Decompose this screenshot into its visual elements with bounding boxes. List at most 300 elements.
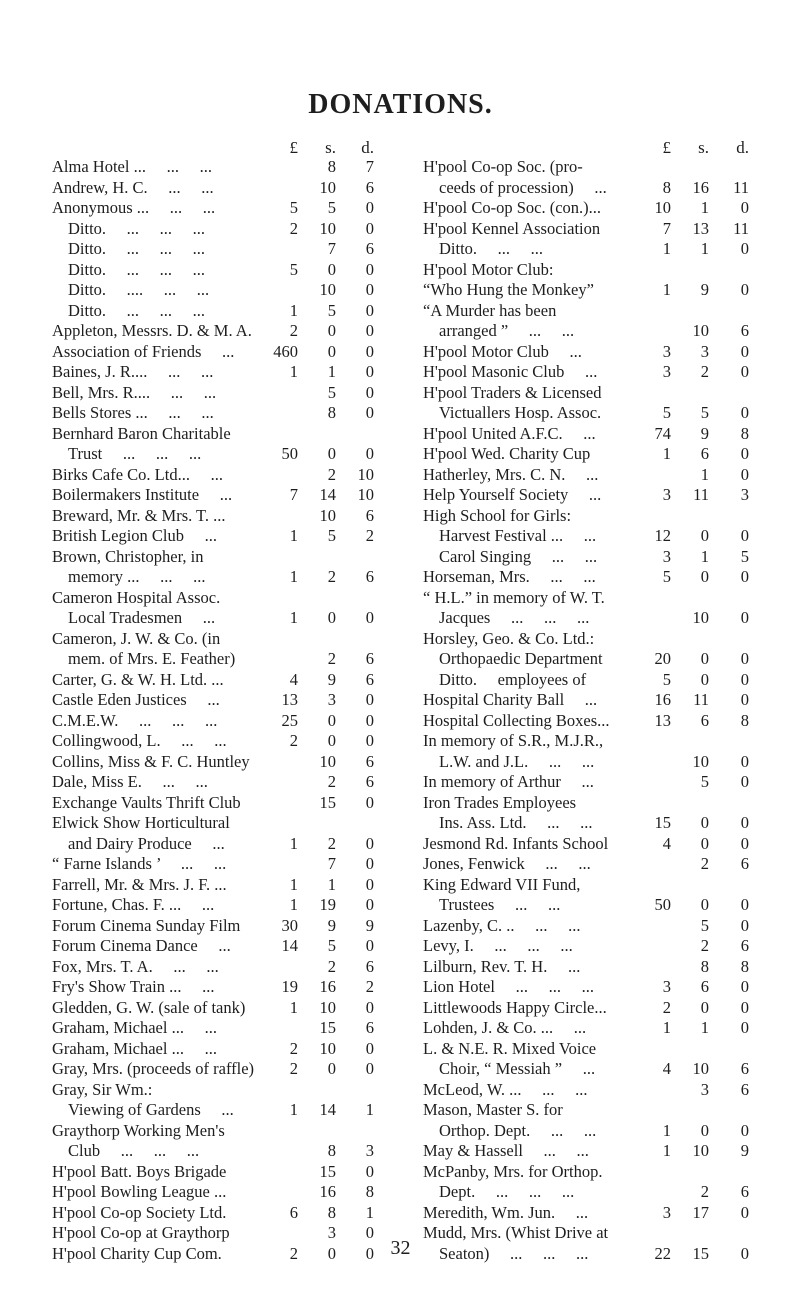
donor-name: Gray, Mrs. (proceeds of raffle) — [52, 1059, 255, 1078]
amount-pence: 0 — [365, 280, 374, 299]
donation-entry — [423, 1203, 749, 1224]
amount-pounds: 1 — [662, 1120, 671, 1140]
donor-name: In memory of S.R., M.J.R., — [423, 731, 604, 750]
donor-name: H'pool Motor Club: — [423, 259, 554, 279]
amount-shillings: 1 — [700, 198, 709, 217]
amount-pence: 11 — [733, 177, 749, 197]
donor-name: May & Hassell ... ... — [423, 1141, 589, 1160]
donation-entry — [423, 834, 749, 855]
donation-entry — [423, 649, 749, 670]
donation-entry — [423, 1162, 749, 1183]
amount-shillings: 10 — [692, 1141, 709, 1160]
amount-pounds: 7 — [662, 218, 671, 238]
donation-entry — [52, 1203, 374, 1224]
donor-name: ceeds of procession) ... — [439, 177, 607, 197]
amount-pence: 6 — [365, 505, 374, 525]
amount-pounds: 6 — [289, 1202, 298, 1222]
amount-shillings: 0 — [700, 813, 709, 832]
donor-name: Collins, Miss & F. C. Huntley — [52, 751, 250, 771]
amount-pence: 0 — [365, 936, 374, 955]
pounds-header: £ — [662, 138, 671, 157]
donor-name: Baines, J. R.... ... ... — [52, 362, 214, 381]
donation-entry — [52, 280, 374, 301]
amount-pence: 0 — [365, 608, 374, 627]
amount-shillings: 19 — [319, 895, 336, 914]
donor-name: and Dairy Produce ... — [68, 833, 225, 853]
amount-pence: 0 — [365, 300, 374, 320]
amount-pounds: 74 — [654, 423, 671, 443]
amount-pence: 0 — [740, 464, 749, 484]
amount-pence: 0 — [365, 997, 374, 1017]
donor-name: Mason, Master S. for — [423, 1100, 563, 1119]
donation-entry — [423, 567, 749, 588]
donor-name: Graythorp Working Men's — [52, 1120, 225, 1140]
donor-name: Breward, Mr. & Mrs. T. ... — [52, 505, 226, 525]
donation-entry — [52, 690, 374, 711]
donation-entry — [52, 178, 374, 199]
donor-name: Andrew, H. C. ... ... — [52, 177, 214, 197]
donor-name: H'pool Bowling League ... — [52, 1182, 227, 1201]
donor-name: Bernhard Baron Charitable — [52, 423, 231, 443]
amount-pounds: 1 — [662, 1018, 671, 1037]
donor-name: Hatherley, Mrs. C. N. ... — [423, 464, 599, 484]
donation-entry — [423, 260, 749, 281]
amount-shillings: 3 — [700, 1079, 709, 1099]
amount-shillings: 0 — [700, 567, 709, 586]
donor-name: Help Yourself Society ... — [423, 485, 602, 504]
amount-pounds: 1 — [289, 997, 298, 1017]
amount-pence: 11 — [733, 218, 749, 238]
amount-shillings: 9 — [327, 915, 336, 935]
donor-name: memory ... ... ... — [68, 567, 206, 586]
donation-entry — [52, 813, 374, 834]
donor-name: Hospital Collecting Boxes... — [423, 710, 610, 730]
donor-name: Seaton) ... ... ... — [439, 1243, 589, 1263]
amount-pence: 0 — [365, 198, 374, 217]
donation-entry — [423, 465, 749, 486]
amount-pence: 0 — [740, 669, 749, 689]
donation-entry — [423, 731, 749, 752]
donor-name: Harvest Festival ... ... — [439, 526, 597, 545]
donor-name: Association of Friends ... — [52, 341, 235, 361]
donor-name: Orthop. Dept. ... ... — [439, 1120, 597, 1140]
donor-name: Ditto. employees of — [439, 669, 587, 689]
donation-entry — [423, 342, 749, 363]
amount-pence: 10 — [357, 485, 374, 504]
amount-pence: 6 — [365, 649, 374, 668]
donation-entry — [423, 875, 749, 896]
donation-entry — [52, 526, 374, 547]
amount-pounds: 13 — [654, 710, 671, 730]
amount-shillings: 16 — [319, 1182, 336, 1201]
donation-entry — [423, 752, 749, 773]
amount-shillings: 2 — [327, 649, 336, 668]
amount-shillings: 0 — [700, 833, 709, 853]
donation-entry — [423, 321, 749, 342]
pounds-header: £ — [289, 138, 298, 157]
amount-pence: 6 — [740, 1182, 749, 1201]
donor-name: Ditto. ... ... ... — [68, 239, 206, 258]
amount-pence: 0 — [740, 362, 749, 381]
shillings-header: s. — [325, 138, 336, 157]
donations-column-right — [423, 138, 749, 1264]
donor-name: arranged ” ... ... — [439, 321, 575, 340]
amount-pounds: 19 — [281, 977, 298, 996]
amount-pounds: 25 — [281, 710, 298, 730]
amount-pence: 0 — [365, 731, 374, 750]
donation-entry — [52, 1141, 374, 1162]
donor-name: Fox, Mrs. T. A. ... ... — [52, 956, 219, 976]
amount-pence: 0 — [740, 526, 749, 545]
donations-column-left — [52, 138, 374, 1264]
donation-entry — [52, 1080, 374, 1101]
donation-entry — [423, 608, 749, 629]
donor-name: High School for Girls: — [423, 505, 572, 525]
amount-pence: 0 — [365, 403, 374, 422]
donation-entry — [52, 485, 374, 506]
amount-pence: 5 — [740, 546, 749, 566]
amount-pounds: 2 — [289, 1243, 298, 1263]
amount-pounds: 1 — [289, 1100, 298, 1119]
amount-pence: 0 — [365, 259, 374, 279]
donor-name: Gledden, G. W. (sale of tank) — [52, 997, 246, 1017]
amount-shillings: 8 — [327, 1141, 336, 1160]
amount-pence: 0 — [365, 444, 374, 463]
amount-shillings: 8 — [327, 1202, 336, 1222]
donation-entry — [52, 977, 374, 998]
donation-entry — [52, 444, 374, 465]
amount-shillings: 0 — [327, 1059, 336, 1078]
amount-shillings: 0 — [327, 608, 336, 627]
amount-shillings: 10 — [319, 505, 336, 525]
donation-entry — [52, 854, 374, 875]
donor-name: British Legion Club ... — [52, 526, 217, 545]
amount-shillings: 2 — [327, 956, 336, 976]
amount-pence: 6 — [365, 956, 374, 976]
donor-name: H'pool United A.F.C. ... — [423, 423, 596, 443]
donation-entry — [52, 301, 374, 322]
amount-shillings: 5 — [700, 772, 709, 791]
donation-entry — [52, 1039, 374, 1060]
amount-shillings: 10 — [692, 321, 709, 340]
donation-entry — [52, 260, 374, 281]
amount-shillings: 7 — [327, 239, 336, 258]
amount-shillings: 11 — [693, 690, 709, 709]
amount-pounds: 12 — [654, 526, 671, 545]
amount-pounds: 2 — [289, 218, 298, 238]
amount-pounds: 3 — [662, 362, 671, 381]
amount-pounds: 3 — [662, 341, 671, 361]
donor-name: Alma Hotel ... ... ... — [52, 157, 212, 176]
donor-name: Ditto. ... ... ... — [68, 259, 206, 279]
amount-shillings: 0 — [700, 895, 709, 914]
donor-name: McPanby, Mrs. for Orthop. — [423, 1161, 603, 1181]
donor-name: Ditto. ... ... ... — [68, 300, 206, 320]
donor-name: “Who Hung the Monkey” — [423, 280, 594, 299]
amount-pence: 0 — [740, 1120, 749, 1140]
donation-entry — [52, 957, 374, 978]
donor-name: Farrell, Mr. & Mrs. J. F. ... — [52, 874, 227, 894]
amount-shillings: 15 — [692, 1243, 709, 1263]
donation-entry — [423, 1018, 749, 1039]
donor-name: Collingwood, L. ... ... — [52, 731, 227, 750]
donor-name: Cameron Hospital Assoc. — [52, 587, 221, 607]
donor-name: Graham, Michael ... ... — [52, 1018, 217, 1037]
amount-shillings: 10 — [692, 751, 709, 771]
amount-pounds: 1 — [289, 833, 298, 853]
donation-entry — [52, 834, 374, 855]
donation-list-right — [423, 157, 749, 1264]
amount-pounds: 1 — [662, 239, 671, 258]
donation-entry — [52, 362, 374, 383]
donor-name: Levy, I. ... ... ... — [423, 936, 573, 955]
amount-pounds: 5 — [662, 669, 671, 689]
donation-entry — [52, 1018, 374, 1039]
amount-pence: 0 — [740, 403, 749, 422]
donor-name: Cameron, J. W. & Co. (in — [52, 628, 221, 648]
amount-pence: 6 — [365, 239, 374, 258]
amount-shillings: 10 — [319, 177, 336, 197]
amount-pence: 8 — [740, 423, 749, 443]
donor-name: Forum Cinema Dance ... — [52, 936, 231, 955]
donation-entry — [52, 1100, 374, 1121]
amount-shillings: 1 — [327, 362, 336, 381]
amount-shillings: 17 — [692, 1202, 709, 1222]
donor-name: Club ... ... ... — [68, 1141, 200, 1160]
amount-pence: 0 — [365, 854, 374, 873]
amount-pounds: 7 — [289, 485, 298, 504]
amount-shillings: 16 — [692, 177, 709, 197]
donation-entry — [52, 998, 374, 1019]
donor-name: “ H.L.” in memory of W. T. — [423, 587, 605, 607]
donor-name: Appleton, Messrs. D. & M. A. — [52, 321, 252, 340]
amount-shillings: 6 — [700, 444, 709, 463]
amount-shillings: 2 — [327, 833, 336, 853]
amount-pounds: 460 — [273, 341, 298, 361]
pence-header: d. — [736, 138, 749, 157]
amount-pence: 0 — [740, 772, 749, 791]
donation-entry — [423, 690, 749, 711]
amount-pounds: 2 — [289, 1059, 298, 1078]
amount-pence: 0 — [740, 690, 749, 709]
amount-shillings: 2 — [700, 854, 709, 873]
donation-entry — [52, 711, 374, 732]
donation-entry — [423, 895, 749, 916]
amount-pence: 8 — [365, 1182, 374, 1201]
amount-pence: 0 — [740, 977, 749, 996]
donor-name: Local Tradesmen ... — [68, 608, 216, 627]
donation-entry — [52, 793, 374, 814]
donor-name: C.M.E.W. ... ... ... — [52, 710, 218, 730]
amount-shillings: 14 — [319, 485, 336, 504]
amount-shillings: 1 — [700, 239, 709, 258]
donor-name: Horseman, Mrs. ... ... — [423, 567, 596, 586]
amount-pence: 10 — [357, 464, 374, 484]
donation-entry — [52, 1162, 374, 1183]
donor-name: Ditto. ... ... — [439, 239, 544, 258]
amount-shillings: 10 — [692, 1059, 709, 1078]
donor-name: Ditto. .... ... ... — [68, 280, 210, 299]
donation-entry — [423, 526, 749, 547]
donor-name: L. & N.E. R. Mixed Voice — [423, 1038, 597, 1058]
amount-pence: 6 — [365, 177, 374, 197]
amount-pence: 0 — [740, 239, 749, 258]
amount-shillings: 0 — [327, 444, 336, 463]
amount-shillings: 1 — [700, 1018, 709, 1037]
donor-name: Exchange Vaults Thrift Club — [52, 792, 241, 812]
donation-entry — [52, 588, 374, 609]
donation-entry — [423, 1059, 749, 1080]
amount-pence: 0 — [740, 895, 749, 914]
donation-entry — [423, 485, 749, 506]
amount-shillings: 0 — [700, 997, 709, 1017]
donation-entry — [52, 567, 374, 588]
amount-pence: 3 — [740, 485, 749, 504]
donation-entry — [423, 547, 749, 568]
donor-name: Graham, Michael ... ... — [52, 1038, 217, 1058]
donor-name: Iron Trades Employees — [423, 792, 577, 812]
donation-entry — [52, 772, 374, 793]
donation-entry — [423, 424, 749, 445]
amount-shillings: 11 — [693, 485, 709, 504]
amount-pence: 6 — [740, 936, 749, 955]
donor-name: Boilermakers Institute ... — [52, 485, 233, 504]
donation-entry — [423, 506, 749, 527]
amount-shillings: 15 — [319, 1161, 336, 1181]
donation-entry — [52, 321, 374, 342]
donor-name: Orthopaedic Department — [439, 649, 603, 668]
amount-shillings: 0 — [700, 669, 709, 689]
amount-pounds: 1 — [662, 280, 671, 299]
donation-entry — [423, 1182, 749, 1203]
donation-entry — [52, 629, 374, 650]
amount-pounds: 22 — [654, 1243, 671, 1263]
amount-pounds: 4 — [662, 1059, 671, 1078]
donor-name: H'pool Batt. Boys Brigade — [52, 1161, 227, 1181]
amount-shillings: 0 — [327, 341, 336, 361]
amount-shillings: 6 — [700, 710, 709, 730]
amount-pence: 0 — [365, 321, 374, 340]
donor-name: mem. of Mrs. E. Feather) — [68, 649, 236, 668]
amount-pence: 0 — [740, 1018, 749, 1037]
amount-shillings: 0 — [700, 1120, 709, 1140]
amount-pence: 0 — [740, 833, 749, 853]
amount-shillings: 15 — [319, 792, 336, 812]
amount-pence: 0 — [740, 1243, 749, 1263]
amount-shillings: 1 — [700, 546, 709, 566]
donor-name: Littlewoods Happy Circle... — [423, 997, 607, 1017]
amount-shillings: 0 — [327, 710, 336, 730]
amount-pounds: 50 — [281, 444, 298, 463]
donation-entry — [423, 362, 749, 383]
amount-shillings: 9 — [700, 423, 709, 443]
amount-shillings: 5 — [327, 198, 336, 217]
amount-shillings: 0 — [700, 649, 709, 668]
amount-pounds: 10 — [654, 198, 671, 217]
donation-entry — [423, 301, 749, 322]
amount-shillings: 0 — [327, 1243, 336, 1263]
amount-shillings: 9 — [327, 669, 336, 689]
donation-entry — [52, 424, 374, 445]
amount-shillings: 7 — [327, 854, 336, 873]
amount-pounds: 4 — [662, 833, 671, 853]
amount-shillings: 0 — [327, 259, 336, 279]
amount-pounds: 50 — [654, 895, 671, 914]
donor-name: Trustees ... ... — [439, 895, 561, 914]
donation-entry — [52, 1182, 374, 1203]
donor-name: McLeod, W. ... ... ... — [423, 1079, 588, 1099]
donation-entry — [423, 711, 749, 732]
donation-entry — [52, 731, 374, 752]
amount-pounds: 5 — [289, 259, 298, 279]
donation-list-left — [52, 157, 374, 1264]
amount-pounds: 1 — [289, 608, 298, 627]
amount-pence: 7 — [365, 157, 374, 176]
amount-shillings: 14 — [319, 1100, 336, 1119]
amount-pence: 0 — [365, 895, 374, 914]
amount-pence: 2 — [365, 977, 374, 996]
donation-entry — [423, 1080, 749, 1101]
amount-pounds: 1 — [289, 874, 298, 894]
amount-pounds: 1 — [662, 1141, 671, 1160]
donation-entry — [52, 875, 374, 896]
amount-pounds: 3 — [662, 485, 671, 504]
donation-entry — [52, 649, 374, 670]
donation-entry — [52, 936, 374, 957]
amount-pounds: 3 — [662, 546, 671, 566]
amount-pence: 6 — [365, 567, 374, 586]
amount-shillings: 13 — [692, 218, 709, 238]
amount-pence: 0 — [365, 710, 374, 730]
amount-pence: 0 — [740, 751, 749, 771]
donation-entry — [52, 547, 374, 568]
amount-pence: 0 — [365, 341, 374, 361]
donation-entry — [52, 506, 374, 527]
amount-pence: 6 — [740, 1059, 749, 1078]
amount-pence: 0 — [740, 1202, 749, 1222]
amount-pounds: 5 — [662, 403, 671, 422]
amount-pounds: 5 — [662, 567, 671, 586]
donation-entry — [52, 916, 374, 937]
donation-entry — [52, 608, 374, 629]
donor-name: “A Murder has been — [423, 300, 557, 320]
amount-pence: 1 — [365, 1202, 374, 1222]
donation-entry — [52, 465, 374, 486]
amount-pounds: 1 — [662, 444, 671, 463]
donor-name: H'pool Kennel Association — [423, 218, 601, 238]
amount-shillings: 15 — [319, 1018, 336, 1037]
amount-shillings: 2 — [700, 1182, 709, 1201]
amount-pence: 0 — [740, 997, 749, 1017]
donor-name: Jesmond Rd. Infants School — [423, 833, 609, 853]
amount-pence: 0 — [365, 1223, 374, 1242]
donation-entry — [423, 1100, 749, 1121]
amount-pence: 0 — [740, 444, 749, 463]
donor-name: H'pool Co-op Soc. (con.)... — [423, 198, 602, 217]
donation-entry — [423, 854, 749, 875]
donor-name: King Edward VII Fund, — [423, 874, 581, 894]
donor-name: Birks Cafe Co. Ltd... ... — [52, 464, 223, 484]
amount-shillings: 16 — [319, 977, 336, 996]
amount-shillings: 10 — [319, 997, 336, 1017]
amount-shillings: 3 — [327, 690, 336, 709]
donor-name: Fortune, Chas. F. ... ... — [52, 895, 215, 914]
amount-pence: 0 — [365, 690, 374, 709]
donor-name: Mudd, Mrs. (Whist Drive at — [423, 1223, 609, 1242]
amount-shillings: 5 — [700, 403, 709, 422]
donation-entry — [423, 629, 749, 650]
amount-pence: 0 — [365, 833, 374, 853]
